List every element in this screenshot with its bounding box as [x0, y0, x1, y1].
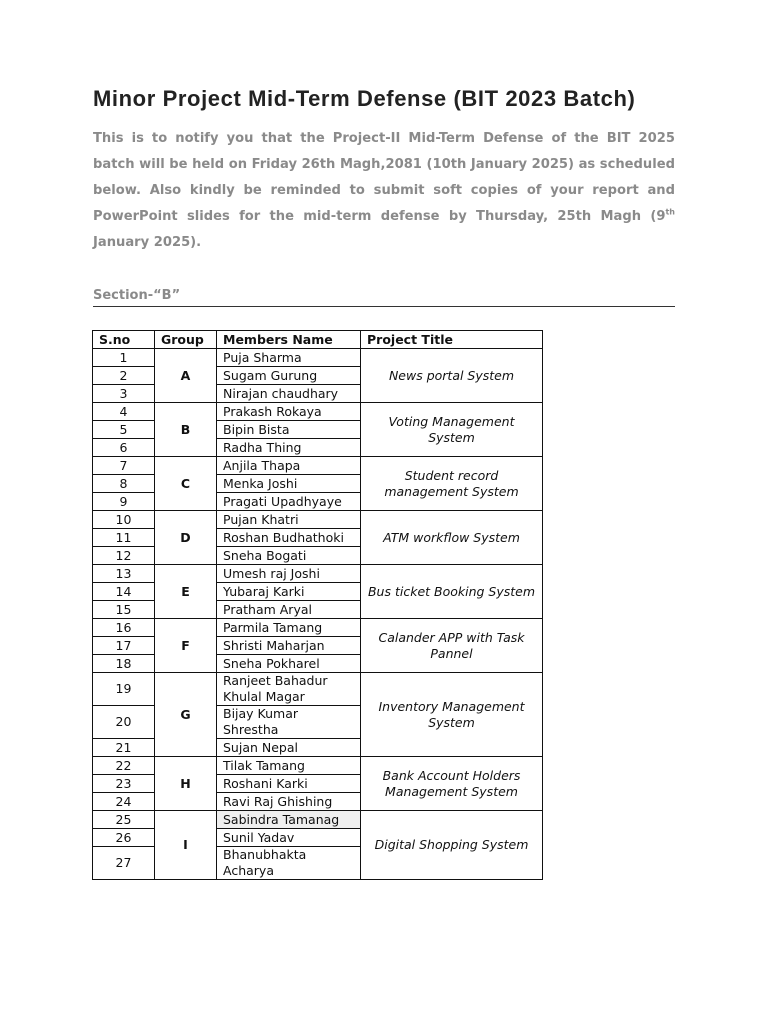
cell-member-name: Parmila Tamang: [217, 619, 361, 637]
table-row: [93, 757, 543, 775]
cell-member-name: Bijay Kumar Shrestha: [217, 706, 361, 739]
header-sno: S.no: [93, 331, 155, 349]
cell-member-name: Prakash Rokaya: [217, 403, 361, 421]
cell-member-name: Umesh raj Joshi: [217, 565, 361, 583]
cell-group: C: [155, 457, 217, 511]
cell-sno: 2: [93, 367, 155, 385]
cell-member-name: Sugam Gurung: [217, 367, 361, 385]
cell-sno: 13: [93, 565, 155, 583]
cell-sno: 19: [93, 673, 155, 706]
table-row: [93, 619, 543, 637]
cell-sno: 25: [93, 811, 155, 829]
cell-sno: 4: [93, 403, 155, 421]
table-row: [93, 565, 543, 583]
cell-member-name: Shristi Maharjan: [217, 637, 361, 655]
cell-member-name: Tilak Tamang: [217, 757, 361, 775]
cell-sno: 23: [93, 775, 155, 793]
cell-member-name: Menka Joshi: [217, 475, 361, 493]
cell-group: F: [155, 619, 217, 673]
cell-group: E: [155, 565, 217, 619]
cell-sno: 9: [93, 493, 155, 511]
cell-project-title: Bank Account Holders Management System: [361, 757, 543, 811]
cell-group: I: [155, 811, 217, 880]
cell-project-title: Inventory Management System: [361, 673, 543, 757]
cell-sno: 16: [93, 619, 155, 637]
cell-sno: 22: [93, 757, 155, 775]
header-group: Group: [155, 331, 217, 349]
cell-member-name: Nirajan chaudhary: [217, 385, 361, 403]
cell-group: G: [155, 673, 217, 757]
cell-project-title: Student record management System: [361, 457, 543, 511]
table-header-row: [93, 331, 543, 349]
cell-member-name: Ravi Raj Ghishing: [217, 793, 361, 811]
cell-project-title: Calander APP with Task Pannel: [361, 619, 543, 673]
cell-sno: 15: [93, 601, 155, 619]
cell-member-name: Sneha Bogati: [217, 547, 361, 565]
cell-sno: 18: [93, 655, 155, 673]
table-row: [93, 511, 543, 529]
table-row: [93, 349, 543, 367]
cell-sno: 20: [93, 706, 155, 739]
cell-sno: 24: [93, 793, 155, 811]
table-row: [93, 457, 543, 475]
cell-project-title: Digital Shopping System: [361, 811, 543, 880]
cell-group: B: [155, 403, 217, 457]
cell-sno: 3: [93, 385, 155, 403]
cell-member-name: Anjila Thapa: [217, 457, 361, 475]
notice-text: This is to notify you that the Project-II Mid-Term Defense of the BIT 2025 batch will be held on Friday 26th Magh,2081 (10th January 2025) as scheduled below. Also kindly be reminded to submit soft copies of your report and PowerPoint slides for the mid-term defense by Thursday, 25th Magh (9: [93, 131, 675, 224]
table-row: [93, 811, 543, 829]
cell-project-title: News portal System: [361, 349, 543, 403]
section-heading: Section-“B”: [93, 287, 675, 307]
cell-member-name: Pragati Upadhyaye: [217, 493, 361, 511]
cell-member-name: Sujan Nepal: [217, 739, 361, 757]
cell-sno: 1: [93, 349, 155, 367]
cell-sno: 26: [93, 829, 155, 847]
cell-member-name: Sabindra Tamanag: [217, 811, 361, 829]
cell-sno: 5: [93, 421, 155, 439]
document-title: Minor Project Mid-Term Defense (BIT 2023 Batch): [93, 86, 636, 111]
cell-member-name: Sneha Pokharel: [217, 655, 361, 673]
table-row: [93, 673, 543, 706]
cell-group: H: [155, 757, 217, 811]
cell-member-name: Yubaraj Karki: [217, 583, 361, 601]
notice-paragraph: [93, 126, 675, 256]
cell-sno: 17: [93, 637, 155, 655]
document-page: [93, 86, 675, 307]
cell-project-title: Voting Management System: [361, 403, 543, 457]
cell-sno: 12: [93, 547, 155, 565]
cell-sno: 8: [93, 475, 155, 493]
cell-project-title: Bus ticket Booking System: [361, 565, 543, 619]
cell-member-name: Roshan Budhathoki: [217, 529, 361, 547]
header-project-title: Project Title: [361, 331, 543, 349]
notice-text-end: January 2025).: [93, 235, 202, 250]
cell-sno: 21: [93, 739, 155, 757]
cell-sno: 14: [93, 583, 155, 601]
cell-member-name: Ranjeet Bahadur Khulal Magar: [217, 673, 361, 706]
cell-member-name: Puja Sharma: [217, 349, 361, 367]
cell-group: A: [155, 349, 217, 403]
cell-sno: 27: [93, 847, 155, 880]
cell-sno: 10: [93, 511, 155, 529]
cell-sno: 7: [93, 457, 155, 475]
cell-project-title: ATM workflow System: [361, 511, 543, 565]
header-members-name: Members Name: [217, 331, 361, 349]
cell-member-name: Bhanubhakta Acharya: [217, 847, 361, 880]
cell-member-name: Pujan Khatri: [217, 511, 361, 529]
cell-member-name: Bipin Bista: [217, 421, 361, 439]
table-body: [93, 349, 543, 880]
cell-member-name: Roshani Karki: [217, 775, 361, 793]
cell-sno: 11: [93, 529, 155, 547]
cell-member-name: Sunil Yadav: [217, 829, 361, 847]
cell-member-name: Pratham Aryal: [217, 601, 361, 619]
table-row: [93, 403, 543, 421]
cell-group: D: [155, 511, 217, 565]
cell-sno: 6: [93, 439, 155, 457]
cell-member-name: Radha Thing: [217, 439, 361, 457]
defense-schedule-table: [92, 330, 543, 880]
notice-superscript: th: [665, 207, 675, 217]
